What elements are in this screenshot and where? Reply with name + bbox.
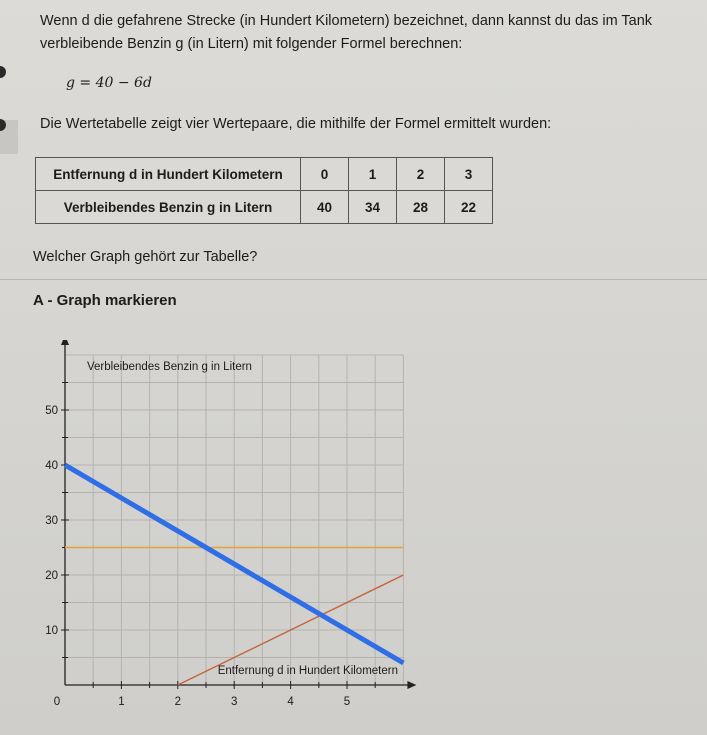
- table-cell: 0: [301, 158, 349, 191]
- chart-ticks: [45, 383, 375, 709]
- y-axis-arrow: [61, 340, 69, 345]
- x-tick-label: 1: [118, 696, 125, 708]
- y-tick-label: 40: [45, 460, 58, 472]
- graph-a[interactable]: [0, 340, 707, 735]
- x-tick-label: 5: [343, 696, 351, 708]
- y-tick-label: 30: [45, 515, 58, 527]
- intro-line-2: verbleibende Benzin g (in Litern) mit folgender Formel berechnen:: [40, 36, 463, 52]
- table-cell: 40: [301, 191, 349, 224]
- table-row-label: Entfernung d in Hundert Kilometern: [36, 158, 301, 191]
- y-tick-label: 50: [45, 405, 58, 417]
- y-axis-label: Verbleibendes Benzin g in Litern: [87, 361, 252, 373]
- x-tick-label: 0: [53, 696, 61, 708]
- question-text: Welcher Graph gehört zur Tabelle?: [33, 249, 258, 265]
- y-tick-label: 10: [45, 625, 58, 637]
- x-tick-label: 3: [230, 696, 238, 708]
- table-caption: Die Wertetabelle zeigt vier Wertepaare, die mithilfe der Formel ermittelt wurden:: [40, 116, 552, 132]
- formula: g = 40 − 6d: [66, 75, 152, 91]
- x-axis-label: Entfernung d in Hundert Kilometern: [217, 665, 398, 677]
- x-tick-label: 2: [174, 696, 182, 708]
- x-axis-arrow: [407, 681, 416, 689]
- table-cell: 1: [349, 158, 397, 191]
- table-cell: 3: [445, 158, 493, 191]
- table-row: [36, 191, 493, 224]
- table-cell: 2: [397, 158, 445, 191]
- intro-line-1: Wenn d die gefahrene Strecke (in Hundert Kilometern) bezeichnet, dann kannst du das im Tank: [40, 13, 653, 29]
- divider: [0, 279, 707, 280]
- table-row: [36, 158, 493, 191]
- x-tick-label: 4: [287, 696, 294, 708]
- binder-hole-mark: [0, 66, 6, 78]
- table-cell: 28: [397, 191, 445, 224]
- y-tick-label: 20: [45, 570, 58, 582]
- intro-text: [40, 10, 700, 56]
- value-table: [35, 157, 493, 224]
- option-heading: A - Graph markieren: [33, 292, 177, 309]
- table-row-label: Verbleibendes Benzin g in Litern: [36, 191, 301, 224]
- table-cell: 34: [349, 191, 397, 224]
- table-cell: 22: [445, 191, 493, 224]
